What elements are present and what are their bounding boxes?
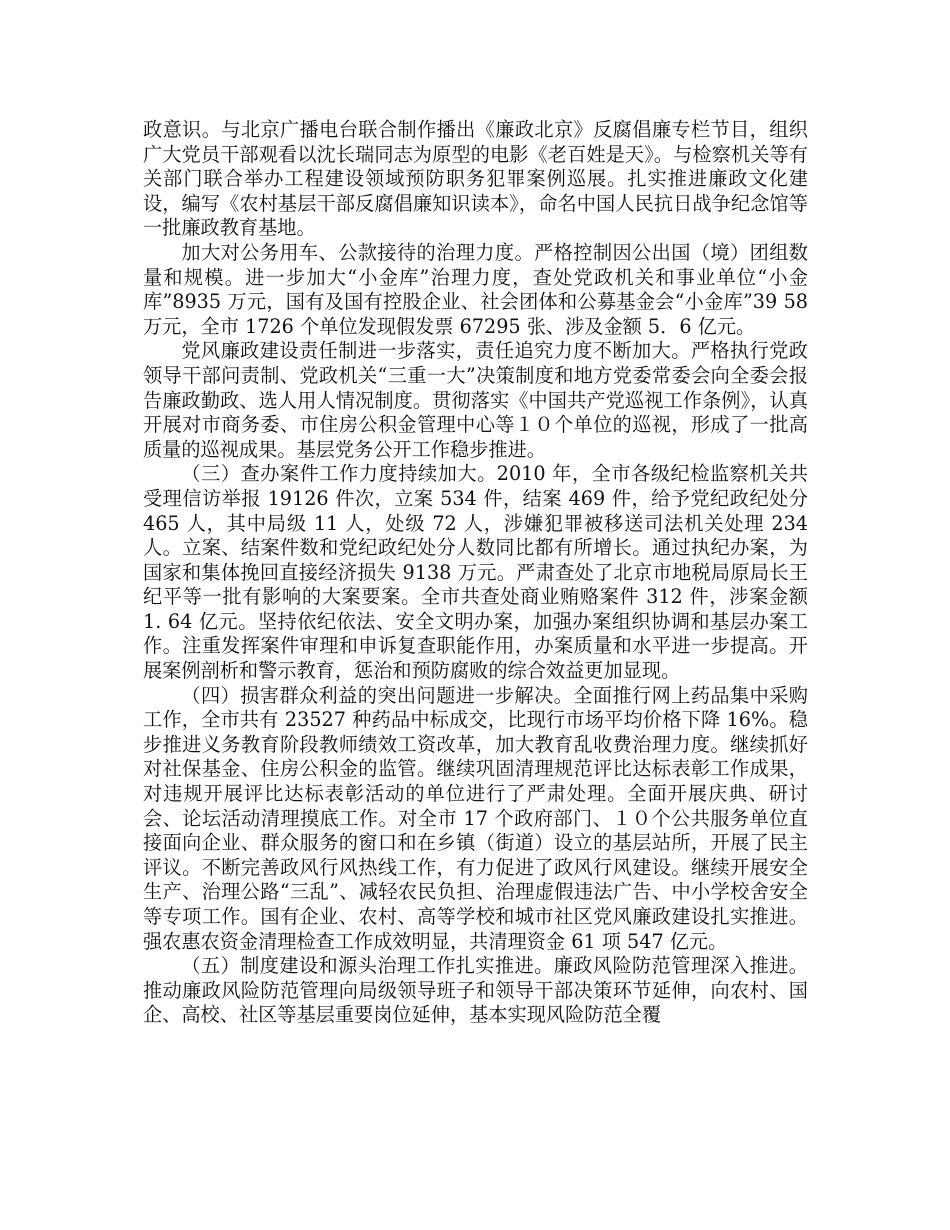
paragraph-integrity-education: 政意识。与北京广播电台联合制作播出《廉政北京》反腐倡廉专栏节目，组织广大党员干部观看以沈长瑞同志为原型的电影《老百姓是天》。与检察机关等有关部门联合举办工程建设领域预防职务犯罪案例巡展。扎实推进廉政文化建设，编写《农村基层干部反腐倡廉知识读本》，命名中国人民抗日战争纪念馆等一批廉政教育基地。 xyxy=(143,118,808,240)
paragraph-official-vehicles: 加大对公务用车、公款接待的治理力度。严格控制因公出国（境）团组数量和规模。进一步加大“小金库”治理力度，查处党政机关和事业单位“小金库”8935 万元，国有及国有控股企业、社会团体和公募基金会“小金库”39 58 万元，全市 1726 个单位发现假发票 67295 张、涉及金额 5．6 亿元。 xyxy=(143,240,808,338)
paragraph-case-handling: （三）查办案件工作力度持续加大。2010 年，全市各级纪检监察机关共受理信访举报 19126 件次，立案 534 件，结案 469 件，给予党纪政纪处分 465 人，其中局级 11 人，处级 72 人，涉嫌犯罪被移送司法机关处理 234 人。立案、结案件数和党纪政纪处分人数同比都有所增长。通过执纪办案，为国家和集体挽回直接经济损失 9138 万元。严肃查处了北京市地税局原局长王纪平等一批有影响的大案要案。全市共查处商业贿赂案件 312 件，涉案金额 1. 64 亿元。坚持依纪依法、安全文明办案，加强办案组织协调和基层办案工作。注重发挥案件审理和申诉复查职能作用，办案质量和水平进一步提高。开展案例剖析和警示教育，惩治和预防腐败的综合效益更加显现。 xyxy=(143,462,808,683)
paragraph-public-interest: （四）损害群众利益的突出问题进一步解决。全面推行网上药品集中采购工作，全市共有 23527 种药品中标成交，比现行市场平均价格下降 16%。稳步推进义务教育阶段教师绩效工资改革，加大教育乱收费治理力度。继续抓好对社保基金、住房公积金的监管。继续巩固清理规范评比达标表彰工作成果，对违规开展评比达标表彰活动的单位进行了严肃处理。全面开展庆典、研讨会、论坛活动清理摸底工作。对全市 17 个政府部门、１０个公共服务单位直接面向企业、群众服务的窗口和在乡镇（街道）设立的基层站所，开展了民主评议。不断完善政风行风热线工作，有力促进了政风行风建设。继续开展安全生产、治理公路“三乱”、减轻农民负担、治理虚假违法广告、中小学校舍安全等专项工作。国有企业、农村、高等学校和城市社区党风廉政建设扎实推进。强农惠农资金清理检查工作成效明显，共清理资金 61 项 547 亿元。 xyxy=(143,683,808,953)
document-page xyxy=(143,118,808,1028)
paragraph-system-building: （五）制度建设和源头治理工作扎实推进。廉政风险防范管理深入推进。推动廉政风险防范管理向局级领导班子和领导干部决策环节延伸，向农村、国企、高校、社区等基层重要岗位延伸，基本实现风险防范全覆 xyxy=(143,954,808,1027)
paragraph-responsibility-system: 党风廉政建设责任制进一步落实，责任追究力度不断加大。严格执行党政领导干部问责制、党政机关“三重一大”决策制度和地方党委常委会向全委会报告廉政勤政、选人用人情况制度。贯彻落实《中国共产党巡视工作条例》，认真开展对市商务委、市住房公积金管理中心等１０个单位的巡视，形成了一批高质量的巡视成果。基层党务公开工作稳步推进。 xyxy=(143,339,808,461)
